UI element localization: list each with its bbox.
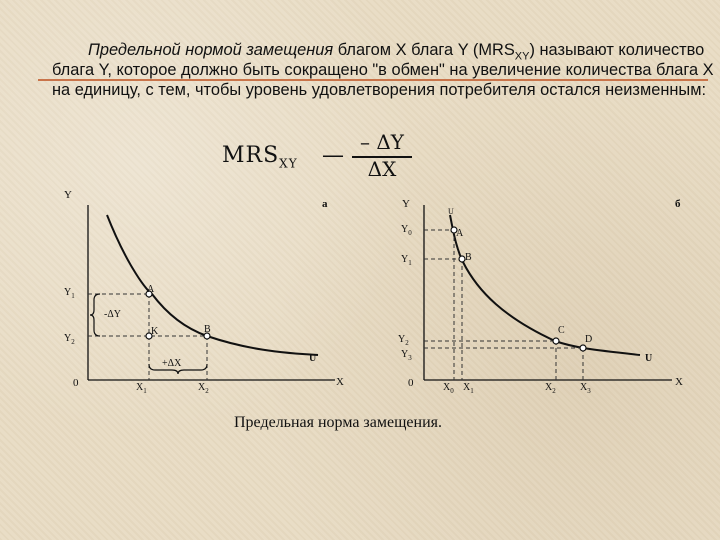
figure-caption: Предельная норма замещения. (234, 414, 442, 431)
definition-text-a: благом X блага Y (MRS (333, 41, 515, 59)
graph-b (398, 198, 683, 395)
graph-b-panel-label: б (675, 198, 681, 210)
graph-b-point-c-marker (553, 338, 559, 344)
graph-b-curve-label: U (645, 353, 653, 364)
graph-b-y-label: Y (402, 198, 410, 210)
graph-a-point-k-label: K (151, 326, 159, 337)
graph-b-y3-label: $Y_3$ (401, 349, 412, 362)
graph-b-origin: 0 (408, 377, 414, 389)
graph-a-y1-label: $Y_1$ (64, 287, 75, 300)
graph-a-panel-label: а (322, 198, 328, 210)
graph-b-point-d-label: D (585, 334, 593, 345)
formula-lhs: $MRS_{XY}$ (222, 143, 298, 171)
formula-numerator: – ΔY (359, 130, 404, 154)
graph-a-delta-y-label: -ΔY (104, 309, 121, 320)
graph-b-point-c-label: C (558, 325, 565, 336)
graph-b-guides (424, 230, 583, 380)
graph-b-x-label: X (675, 376, 683, 388)
graph-b-point-b-label: B (465, 252, 472, 263)
graph-b-y2-label: $Y_2$ (398, 334, 409, 347)
graph-b-x3-label: $X_3$ (580, 382, 591, 395)
formula-lhs-subscript: XY (279, 156, 298, 171)
graph-a-indifference-curve (107, 215, 318, 355)
graph-b-indifference-curve (450, 215, 640, 355)
definition-term: Предельной нормой замещения (88, 41, 334, 59)
graph-a-origin: 0 (73, 377, 79, 389)
graph-b-x0-label: $X_0$ (443, 382, 454, 395)
graph-b-y0-label: $Y_0$ (401, 224, 412, 237)
graph-b-x1-label: $X_1$ (463, 382, 474, 395)
definition-text-b: ) называют количество блага Y, которое должно быть сокращено "в обмен" на увеличение количества блага X на единицу, с тем, чтобы уровень удовлетворения потребителя остался неизменным: (52, 41, 714, 99)
graph-b-point-d-marker (580, 345, 586, 351)
graph-b-curve-top-label: U (448, 207, 454, 216)
formula-equals: — (322, 143, 344, 168)
graph-a-curve-label: U (309, 353, 317, 364)
formula-denominator: ΔX (367, 157, 397, 181)
graph-a-point-a-label: A (147, 284, 155, 295)
graph-a-delta-y-brace (90, 294, 100, 336)
graph-a-y2-label: $Y_2$ (64, 333, 75, 346)
graph-b-x2-label: $X_2$ (545, 382, 556, 395)
graph-a-delta-x-label: +ΔX (162, 358, 182, 369)
graph-a (64, 189, 344, 395)
graph-b-point-a-label: A (456, 228, 464, 239)
graph-a-point-b-label: B (204, 324, 211, 335)
definition-subscript: XY (514, 50, 530, 63)
graph-a-x2-label: $X_2$ (198, 382, 209, 395)
graph-a-y-label: Y (64, 189, 72, 201)
graph-a-x-label: X (336, 376, 344, 388)
graph-b-y1-label: $Y_1$ (401, 254, 412, 267)
graph-a-x1-label: $X_1$ (136, 382, 147, 395)
